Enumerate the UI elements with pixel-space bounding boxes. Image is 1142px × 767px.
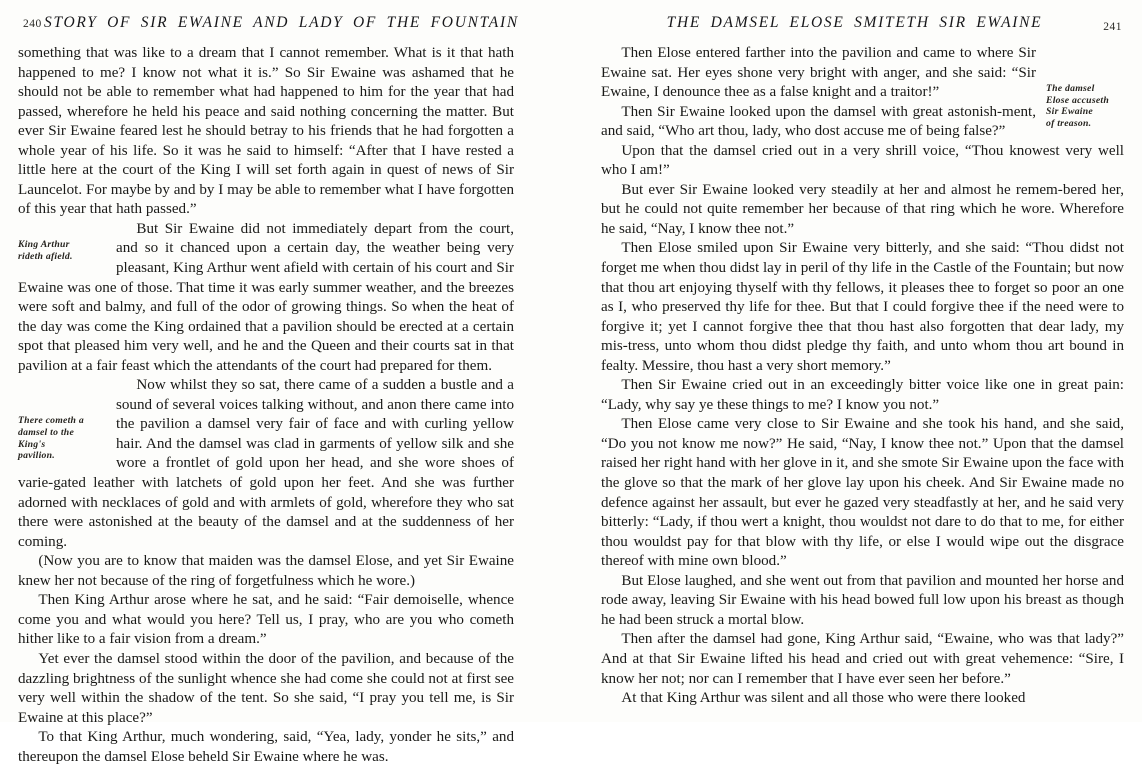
paragraph: But ever Sir Ewaine looked very steadily at her and almost he remem-bered her, but he could not quite remember her because of that ring which he wore. Wherefore he said, “Nay, I know thee not.”	[601, 181, 1124, 237]
folio-right: 241	[1103, 21, 1122, 33]
paragraph: But Sir Ewaine did not immediately depart from the court, and so it chanced upon a certain day, the weather being very pleasant, King Arthur went afield with certain of his court and Sir Ewaine was one of those. That time it was early summer weather, and the breezes were soft and balmy, and full of the odor of growing things. So when the heat of the day was come the King ordained that a pavilion should be erected at a certain spot that pleased him very well, and he and the Queen and their courts sat in that pavilion at a fair feast which the attendants of the court had prepared for them.	[18, 220, 514, 374]
paragraph: To that King Arthur, much wondering, said, “Yea, lady, yonder he sits,” and thereupon the damsel Elose beheld Sir Ewaine where he was.	[18, 729, 514, 765]
marginal-note-line: of treason.	[1046, 117, 1092, 129]
marginal-note-line: The damsel	[1046, 83, 1095, 95]
marginal-note-line: Elose accuseth	[1046, 94, 1109, 106]
paragraph: But Elose laughed, and she went out from that pavilion and mounted her horse and rode away, leaving Sir Ewaine with his head bowed full low upon his breast as though he had been struck a mortal blow.	[601, 572, 1124, 628]
marginal-note-line: pavilion.	[18, 450, 55, 462]
paragraph: (Now you are to know that maiden was the damsel Elose, and yet Sir Ewaine knew her not because of the ring of forgetfulness which he wore.)	[18, 553, 514, 589]
text-column-right	[601, 44, 1124, 709]
paragraph: Now whilst they so sat, there came of a sudden a bustle and a sound of several voices talking without, and anon there came into the pavilion a damsel very fair of face and with curling yellow hair. And the damsel was clad in garments of yellow silk and she wore a frontlet of gold upon her head, and she wore shoes of varie-gated leather with latchets of gold upon her feet. And she was further adorned with necklaces of gold and with armlets of gold, wherefore they who sat there were astonished at the beauty of the damsel and at the suddenness of her coming.	[18, 377, 514, 550]
marginal-note-line: There cometh a	[18, 415, 84, 427]
marginal-note-elose-accuseth-of-treason	[1046, 83, 1124, 129]
paragraph: Then King Arthur arose where he sat, and he said: “Fair demoiselle, whence come you and what would you here? Tell us, I pray, who are you who cometh hither like to a fair vision from a dream.”	[18, 592, 514, 648]
paragraph: Then Elose smiled upon Sir Ewaine very bitterly, and she said: “Thou didst not forget me when thou didst lay in peril of thy life in the Castle of the Fountain; but now that thou art enjoying thyself with thy fellows, it pleases thee to forget so poor an one as I, who preserved thy life for thee. But that I could forgive thee if the need were to forgive it; yet I cannot forgive thee that thou hast also forgotten that dear lady, my mis-tress, unto whom thou didst pledge thy faith, and unto whom thou art bound in fealty. Messire, thou hast a very short memory.”	[601, 240, 1124, 374]
text-column-left	[18, 44, 514, 767]
marginal-note-line: King's	[18, 438, 46, 450]
paragraph: something that was like to a dream that I cannot remember. What is it that hath happened to me? I know not what it is.” So Sir Ewaine was ashamed that he should not be able to remember what had happened to him for the year that had passed, wherefore he held his peace and said nothing concerning the matter. But ever Sir Ewaine feared lest he should betray to his friends that he had forgotten a whole year of his life. So it was he said to himself: “After that I have rested a little here at the court of the King I will set forth again in quest of news of Sir Launcelot. For maybe by and by I may be able to remember what I have forgotten of this year that hath passed.”	[18, 45, 514, 218]
marginal-note-damsel-cometh-to-pavilion	[18, 415, 110, 461]
paragraph: Then Elose entered farther into the pavilion and came to where Sir Ewaine sat. Her eyes shone very bright with anger, and she said: “Sir Ewaine, I denounce thee as a false knight and a traitor!”	[601, 45, 1036, 101]
paragraph: Then Elose came very close to Sir Ewaine and she took his hand, and she said, “Do you not know me now?” He said, “Nay, I know thee not.” Upon that the damsel raised her right hand with her glove in it, and she smote Sir Ewaine upon the face with the glove so that the mark of her glove lay upon his cheek. And Sir Ewaine made no defence against her assault, but ever he gazed very steadfastly at her, and he said very bitterly: “Lady, if thou wert a knight, thou wouldst not dare to do that to me, for either thou wouldst pay for that blow with thy life, or else I would wipe out the disgrace thereof with mine own blood.”	[601, 416, 1124, 570]
running-head-title-left: STORY OF SIR EWAINE AND LADY OF THE FOUNTAIN	[44, 14, 519, 31]
marginal-note-line: King Arthur	[18, 239, 70, 251]
marginal-note-line: Sir Ewaine	[1046, 106, 1093, 118]
marginal-note-king-arthur-rideth-afield	[18, 239, 110, 262]
paragraph: Then Sir Ewaine cried out in an exceedingly bitter voice like one in great pain: “Lady, why say ye these things to me? I know you not.”	[601, 377, 1124, 413]
paragraph: Yet ever the damsel stood within the door of the pavilion, and because of the dazzling brightness of the sunlight whence she had come she could not at first see very well within the shadow of the tent. So she said, “I pray you tell me, is Sir Ewaine at this place?”	[18, 650, 514, 726]
running-head-left	[18, 10, 519, 36]
folio-left: 240	[23, 18, 42, 30]
marginal-note-line: damsel to the	[18, 426, 74, 438]
paragraph: At that King Arthur was silent and all those who were there looked	[621, 690, 1026, 707]
running-head-right	[601, 10, 1124, 36]
running-head-title-right: THE DAMSEL ELOSE SMITETH SIR EWAINE	[666, 14, 1043, 31]
paragraph: Upon that the damsel cried out in a very shrill voice, “Thou knowest very well who I am!”	[601, 142, 1124, 179]
page-left	[0, 0, 571, 765]
paragraph: Then Sir Ewaine looked upon the damsel with great astonish-ment, and said, “Who art thou, lady, who dost accuse me of being false?”	[601, 103, 1036, 140]
page-right	[571, 0, 1142, 722]
marginal-note-line: rideth afield.	[18, 251, 73, 263]
paragraph: Then after the damsel had gone, King Arthur said, “Ewaine, who was that lady?” And at that Sir Ewaine lifted his head and cried out with great vehemence: “Sire, I know her not; nor can I remember that I have ever seen her before.”	[601, 631, 1124, 687]
